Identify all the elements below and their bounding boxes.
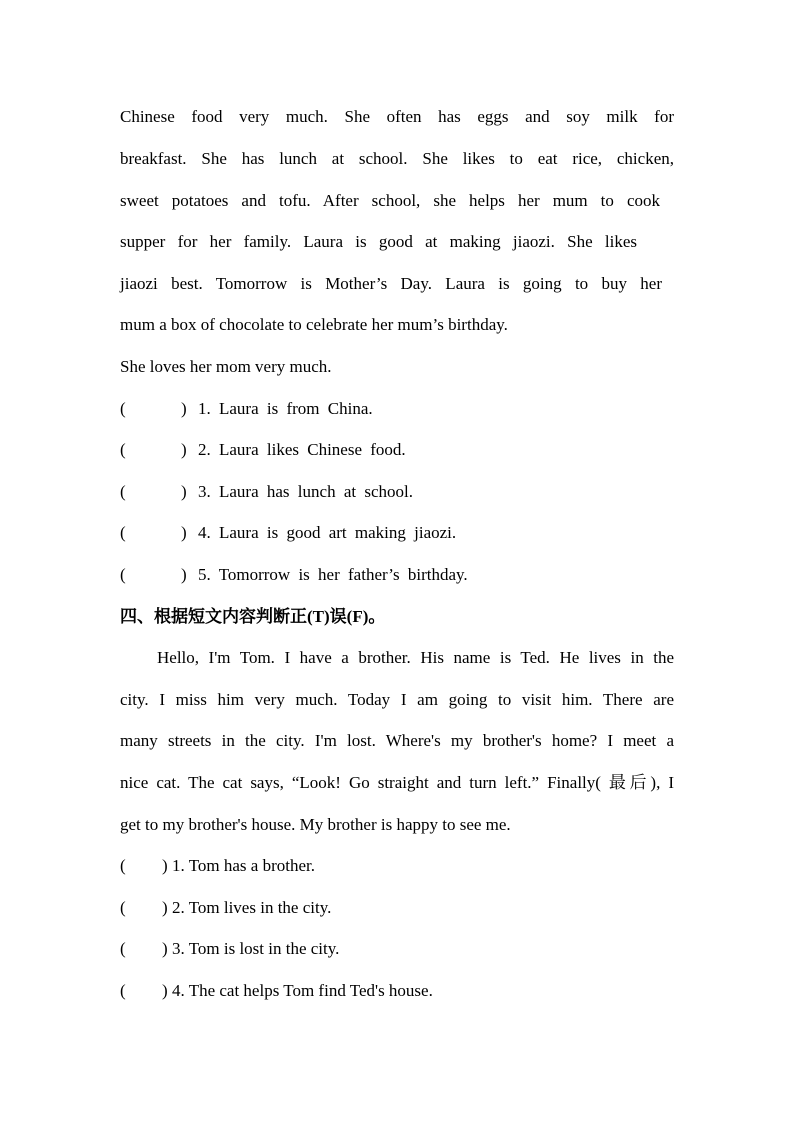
question-text: 3. Laura has lunch at school. xyxy=(198,482,413,501)
passage2-line: city. I miss him very much. Today I am going to visit him. There are xyxy=(120,690,674,709)
question-text: 1. Tom has a brother. xyxy=(172,856,315,875)
question-item xyxy=(120,855,520,877)
question-text: 2. Laura likes Chinese food. xyxy=(198,440,406,459)
question-item xyxy=(120,522,520,544)
answer-paren-open: ( xyxy=(120,856,126,875)
answer-paren-open: ( xyxy=(120,440,126,459)
answer-paren-close: ) xyxy=(162,939,168,958)
passage1-line: sweet potatoes and tofu. After school, she helps her mum to cook xyxy=(120,191,660,210)
passage1-line: supper for her family. Laura is good at making jiaozi. She likes xyxy=(120,232,637,251)
passage2-line: Hello, I'm Tom. I have a brother. His name is Ted. He lives in the xyxy=(157,648,674,667)
answer-paren-close: ) xyxy=(181,482,187,501)
question-text: 1. Laura is from China. xyxy=(198,399,373,418)
question-text: 5. Tomorrow is her father’s birthday. xyxy=(198,565,468,584)
passage1-line: mum a box of chocolate to celebrate her mum’s birthday. xyxy=(120,315,508,334)
passage1-line: jiaozi best. Tomorrow is Mother’s Day. Laura is going to buy her xyxy=(120,274,662,293)
answer-paren-close: ) xyxy=(162,898,168,917)
answer-paren-close: ) xyxy=(181,440,187,459)
question-item xyxy=(120,980,520,1002)
passage2-line: get to my brother's house. My brother is happy to see me. xyxy=(120,815,511,834)
answer-paren-open: ( xyxy=(120,482,126,501)
question-text: 3. Tom is lost in the city. xyxy=(172,939,340,958)
passage2-line: many streets in the city. I'm lost. Where's my brother's home? I meet a xyxy=(120,731,674,750)
answer-paren-open: ( xyxy=(120,399,126,418)
answer-paren-open: ( xyxy=(120,939,126,958)
question-text: 4. Laura is good art making jiaozi. xyxy=(198,523,457,542)
question-text: 4. The cat helps Tom find Ted's house. xyxy=(172,981,433,1000)
passage1-line: She loves her mom very much. xyxy=(120,357,332,376)
question-item xyxy=(120,481,520,503)
question-item xyxy=(120,938,520,960)
answer-paren-close: ) xyxy=(181,399,187,418)
answer-paren-close: ) xyxy=(181,523,187,542)
passage1-line: breakfast. She has lunch at school. She likes to eat rice, chicken, xyxy=(120,149,674,168)
answer-paren-open: ( xyxy=(120,523,126,542)
section-heading: 四、根据短文内容判断正(T)误(F)。 xyxy=(120,607,386,626)
question-item xyxy=(120,897,520,919)
answer-paren-open: ( xyxy=(120,981,126,1000)
question-item xyxy=(120,398,520,420)
passage1-line: Chinese food very much. She often has eggs and soy milk for xyxy=(120,107,674,126)
answer-paren-close: ) xyxy=(162,981,168,1000)
answer-paren-open: ( xyxy=(120,898,126,917)
answer-paren-open: ( xyxy=(120,565,126,584)
passage2-line: nice cat. The cat says, “Look! Go straight and turn left.” Finally( 最后), I xyxy=(120,773,674,792)
answer-paren-close: ) xyxy=(181,565,187,584)
answer-paren-close: ) xyxy=(162,856,168,875)
question-item xyxy=(120,564,520,586)
question-text: 2. Tom lives in the city. xyxy=(172,898,332,917)
question-item xyxy=(120,439,520,461)
